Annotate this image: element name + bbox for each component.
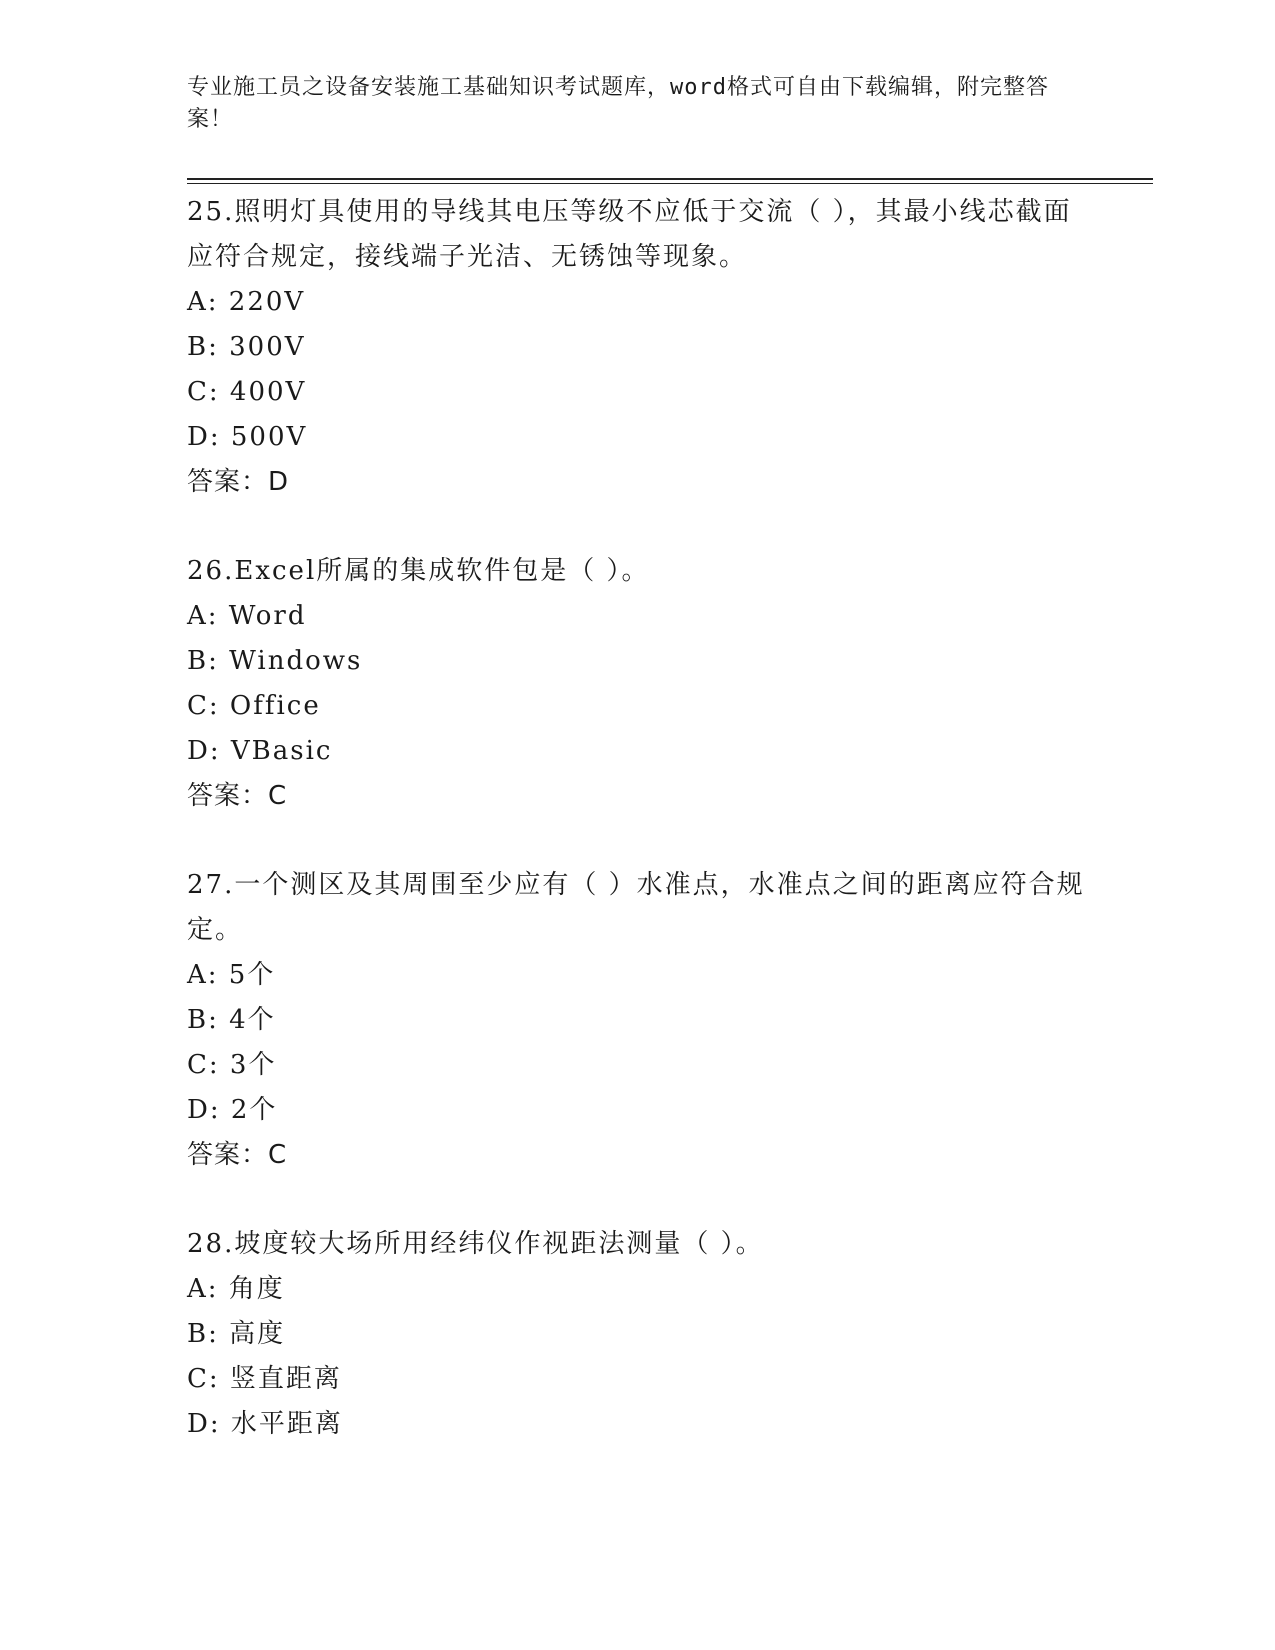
option-d: D: 2个 bbox=[187, 1095, 278, 1125]
option-b: B: 高度 bbox=[187, 1319, 286, 1349]
option-c: C: Office bbox=[187, 691, 321, 721]
option-b: B: Windows bbox=[187, 646, 363, 676]
option-a: A: 5个 bbox=[187, 960, 276, 990]
option-a: A: 220V bbox=[187, 287, 306, 317]
option-d: D: 水平距离 bbox=[187, 1409, 343, 1439]
option-c: C: 400V bbox=[187, 377, 307, 407]
question-28 bbox=[187, 1222, 1087, 1447]
question-text: 28.坡度较大场所用经纬仪作视距法测量（ ）。 bbox=[187, 1229, 764, 1259]
question-text: 25.照明灯具使用的导线其电压等级不应低于交流（ ），其最小线芯截面应符合规定，接线端子光洁、无锈蚀等现象。 bbox=[187, 197, 1072, 272]
question-list bbox=[187, 190, 1087, 1491]
header-rule-thin bbox=[187, 183, 1153, 184]
option-a: A: 角度 bbox=[187, 1274, 285, 1304]
question-26 bbox=[187, 549, 1087, 819]
option-b: B: 300V bbox=[187, 332, 306, 362]
option-a: A: Word bbox=[187, 601, 307, 631]
question-text: 26.Excel所属的集成软件包是（ ）。 bbox=[187, 556, 650, 586]
option-c: C: 竖直距离 bbox=[187, 1364, 342, 1394]
question-text: 27.一个测区及其周围至少应有（ ）水准点，水准点之间的距离应符合规定。 bbox=[187, 870, 1085, 945]
header-rule-thick bbox=[187, 178, 1153, 180]
answer: 答案：C bbox=[187, 781, 288, 811]
option-d: D: VBasic bbox=[187, 736, 333, 766]
option-c: C: 3个 bbox=[187, 1050, 277, 1080]
question-25 bbox=[187, 190, 1087, 505]
option-d: D: 500V bbox=[187, 422, 308, 452]
answer: 答案：C bbox=[187, 1140, 288, 1170]
answer: 答案：D bbox=[187, 467, 290, 497]
question-27 bbox=[187, 863, 1087, 1178]
header-text: 专业施工员之设备安装施工基础知识考试题库，word格式可自由下载编辑，附完整答案！ bbox=[187, 75, 1049, 132]
option-b: B: 4个 bbox=[187, 1005, 276, 1035]
